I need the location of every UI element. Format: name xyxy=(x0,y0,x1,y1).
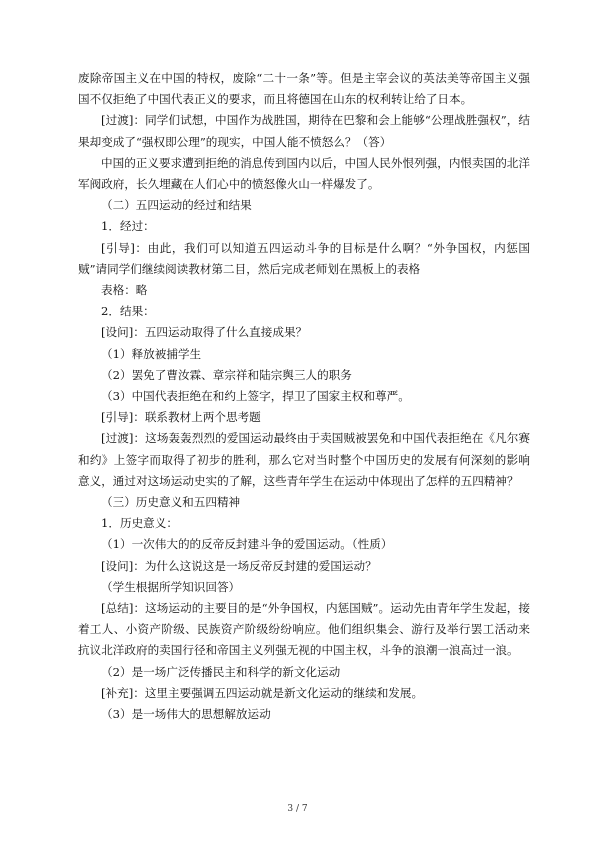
document-body xyxy=(78,68,530,725)
paragraph: [总结]：这场运动的主要目的是“外争国权，内惩国贼”。运动先由青年学生发起，接着工人、小资产阶级、民族资产阶级纷纷响应。他们组织集会、游行及举行罢工活动来抗议北洋政府的卖国行径和帝国主义列强无视的中国主权，斗争的浪潮一浪高过一浪。 xyxy=(78,601,530,658)
paragraph: [引导]：联系教材上两个思考题 xyxy=(101,410,261,425)
paragraph: [设问]：五四运动取得了什么直接成果？ xyxy=(101,325,308,340)
paragraph: （学生根据所学知识回答） xyxy=(101,579,241,594)
paragraph: （3）是一场伟大的思想解放运动 xyxy=(101,707,271,722)
paragraph: （2）罢免了曹汝霖、章宗祥和陆宗舆三人的职务 xyxy=(101,367,352,382)
paragraph: （1）释放被捕学生 xyxy=(101,346,202,361)
paragraph: [补充]：这里主要强调五四运动就是新文化运动的继续和发展。 xyxy=(101,685,424,700)
paragraph: [设问]：为什么这说这是一场反帝反封建的爱国运动？ xyxy=(101,558,377,573)
paragraph: 1．历史意义： xyxy=(101,516,178,531)
paragraph: 2．结果： xyxy=(101,304,155,319)
paragraph: [引导]：由此，我们可以知道五四运动斗争的目标是什么啊？“外争国权，内惩国贼”请同学们继续阅读教材第二目，然后完成老师划在黑板上的表格 xyxy=(78,240,530,276)
paragraph: [过渡]：这场轰轰烈烈的爱国运动最终由于卖国贼被罢免和中国代表拒绝在《凡尔赛和约》上签字而取得了初步的胜利，那么它对当时整个中国历史的发展有何深刻的影响意义，通过对这场运动史实的了解，这些青年学生在运动中体现出了怎样的五四精神？ xyxy=(78,431,530,488)
paragraph: 废除帝国主义在中国的特权，废除“二十一条”等。但是主宰会议的英法美等帝国主义强国不仅拒绝了中国代表正义的要求，而且将德国在山东的权利转让给了日本。 xyxy=(78,71,530,107)
paragraph: （二）五四运动的经过和结果 xyxy=(101,198,252,213)
paragraph: （1）一次伟大的的反帝反封建斗争的爱国运动。（性质） xyxy=(101,537,393,552)
paragraph: （三）历史意义和五四精神 xyxy=(101,495,241,510)
paragraph: 表格：略 xyxy=(101,283,148,298)
paragraph: 1．经过： xyxy=(101,219,155,234)
page-number: 3 / 7 xyxy=(287,804,308,814)
paragraph: [过渡]：同学们试想，中国作为战胜国，期待在巴黎和会上能够“公理战胜强权”，结果却变成了“强权即公理”的现实，中国人能不愤怒么？（答） xyxy=(78,113,530,149)
paragraph: （3）中国代表拒绝在和约上签字，捍卫了国家主权和尊严。 xyxy=(101,389,410,404)
paragraph: （2）是一场广泛传播民主和科学的新文化运动 xyxy=(101,664,341,679)
paragraph: 中国的正义要求遭到拒绝的消息传到国内以后，中国人民外恨列强，内恨卖国的北洋军阀政府，长久埋藏在人们心中的愤怒像火山一样爆发了。 xyxy=(78,155,530,192)
